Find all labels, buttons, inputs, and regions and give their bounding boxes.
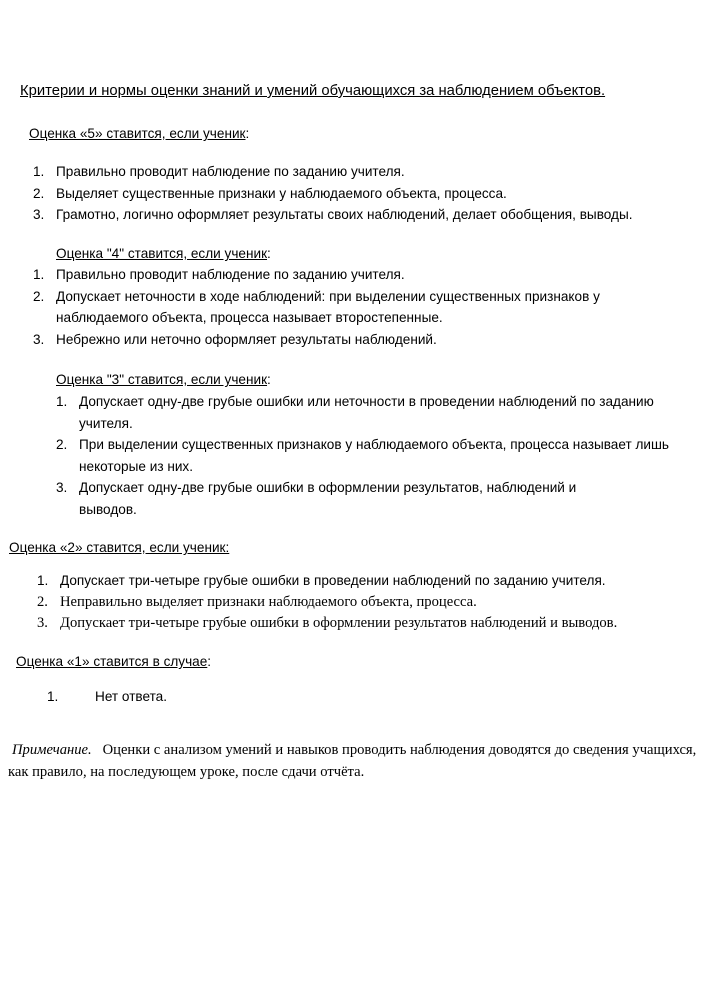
list-item: 3. Небрежно или неточно оформляет результаты наблюдений.	[33, 331, 437, 347]
grade-5-heading-colon: :	[245, 126, 250, 141]
grade-3-list	[56, 391, 698, 520]
list-item: 1. Правильно проводит наблюдение по заданию учителя.	[33, 267, 405, 282]
list-item: 2. Неправильно выделяет признаки наблюдаемого объекта, процесса.	[37, 593, 477, 610]
grade-1-item-text: Нет ответа.	[95, 689, 168, 704]
list-item: 1. Допускает одну-две грубые ошибки или неточности в проведении наблюдений по заданию учителя.	[56, 394, 654, 431]
list-item: 1. Правильно проводит наблюдение по заданию учителя.	[33, 164, 405, 179]
page-title: Критерии и нормы оценки знаний и умений обучающихся за наблюдением объектов.	[20, 83, 606, 99]
list-item: 3. Допускает три-четыре грубые ошибки в оформлении результатов наблюдений и выводов.	[37, 615, 618, 631]
grade-1-heading-text: Оценка «1» ставится в случае	[16, 654, 208, 669]
grade-3-heading-colon: :	[267, 372, 271, 387]
list-item: 2. Выделяет существенные признаки у наблюдаемого объекта, процесса.	[33, 185, 507, 201]
list-item: 2. Допускает неточности в ходе наблюдений: при выделении существенных признаков у наблюдаемого объекта, процесса называет второстепенные.	[33, 288, 600, 325]
grade-4-heading-colon: :	[267, 246, 271, 261]
note-paragraph	[8, 739, 698, 783]
grade-1-heading	[16, 651, 211, 673]
grade-5-list	[33, 161, 693, 226]
grade-1-item-num: 1.	[47, 689, 59, 704]
grade-4-heading-text: Оценка "4" ставится, если ученик	[56, 246, 268, 261]
list-item: 1. Допускает три-четыре грубые ошибки в проведении наблюдений по заданию учителя.	[37, 573, 606, 588]
grade-4-list	[33, 264, 668, 350]
grade-4-heading	[56, 243, 271, 265]
note-text: Оценки с анализом умений и навыков проводить наблюдения доводятся до сведения учащихся, как правило, на последующем уроке, после сдачи отчёта.	[8, 742, 697, 780]
grade-5-heading-text: Оценка «5» ставится, если ученик	[29, 126, 246, 141]
note-label: Примечание.	[12, 742, 92, 758]
grade-2-list	[37, 570, 697, 635]
grade-5-heading	[29, 123, 249, 145]
list-item: 3. Грамотно, логично оформляет результаты своих наблюдений, делает обобщения, выводы.	[33, 207, 633, 222]
grade-2-heading: Оценка «2» ставится, если ученик:	[9, 540, 230, 555]
list-item: 3. Допускает одну-две грубые ошибки в оформлении результатов, наблюдений и выводов.	[56, 480, 577, 517]
grade-3-heading-text: Оценка "3" ставится, если ученик	[56, 372, 268, 387]
list-item: 2. При выделении существенных признаков у наблюдаемого объекта, процесса называет лишь некоторые из них.	[56, 437, 669, 474]
grade-3-heading	[56, 369, 271, 391]
grade-1-heading-colon: :	[207, 654, 212, 669]
grade-1-list	[47, 686, 168, 708]
